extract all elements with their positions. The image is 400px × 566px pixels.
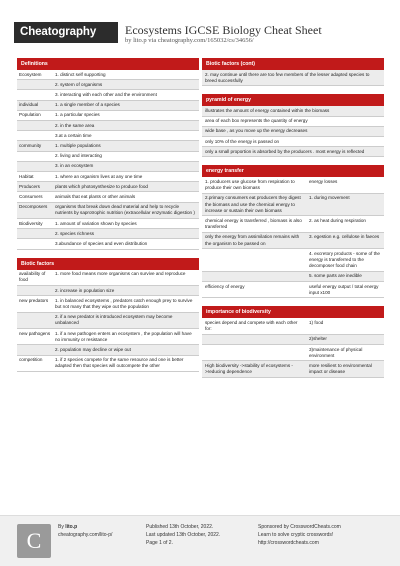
row-left: 2.primary consumers eat producers they digest the biomass and use the chemical energy to increase or sustain their own biomass	[205, 195, 301, 213]
row-left	[202, 249, 306, 271]
pyramid-section	[202, 94, 384, 157]
row-text: animals that eat plants or other animals	[55, 193, 136, 199]
row-term	[17, 131, 53, 140]
right-column	[202, 58, 384, 386]
table-row	[17, 286, 199, 296]
table-row	[17, 229, 199, 239]
row-left	[202, 335, 306, 344]
table-row	[202, 233, 384, 249]
author-avatar: C	[17, 524, 51, 558]
row-text: 3. in an ecosystem	[55, 163, 94, 169]
row-term: Consumers	[19, 193, 43, 199]
table-row	[17, 90, 199, 100]
row-text: 1. in balanced ecosystems , predators catch enough prey to survive but not many that they wipe out the population	[55, 297, 193, 309]
row-term: Biodiversity	[19, 220, 43, 226]
row-term: Ecosystem	[19, 71, 42, 77]
section-heading: pyramid of energy	[202, 94, 384, 106]
publish-info	[146, 523, 220, 547]
table-row	[17, 162, 199, 172]
row-term: Population	[19, 112, 41, 118]
table-row	[202, 272, 384, 282]
page-number: Page 1 of 2.	[146, 540, 173, 546]
row-term	[17, 313, 53, 328]
table-row	[17, 172, 199, 182]
row-right: 1) food	[309, 319, 324, 325]
row-term: new predators	[19, 297, 49, 303]
table-row	[17, 111, 199, 121]
page-subtitle[interactable]: by lito.p via cheatography.com/165032/cs/34656/	[125, 37, 254, 44]
table-row	[202, 335, 384, 345]
row-text: 1. a particular species	[55, 112, 100, 118]
table-row	[17, 192, 199, 202]
section-heading: importance of biodiversity	[202, 306, 384, 318]
table-row	[17, 152, 199, 162]
table-row	[17, 70, 199, 80]
row-text: 2. increase in population size	[55, 287, 115, 293]
row-term	[17, 286, 53, 295]
row-right: energy losses	[309, 178, 338, 184]
row-text: 1. if a new pathogen enters an ecosystem , the population will have no immunity or resistance	[55, 330, 192, 342]
biotic-cont-section	[202, 58, 384, 86]
updated-date: Last updated 13th October, 2022.	[146, 532, 221, 538]
row-term: Decomposers	[19, 204, 48, 210]
row-text: organisms that break down dead material and help to recycle nutrients by saprotrophic nutrition (extracellular enzymatic digestion )	[55, 204, 195, 216]
row-text: 1. if 2 species compete for the same resource and one is better adapted then that species will outcompete the other	[55, 357, 184, 369]
table-row	[17, 131, 199, 141]
list-item: wide base , as you move up the energy decreases	[202, 127, 384, 137]
table-row	[17, 219, 199, 229]
row-right: 3)maintenance of physical environment	[309, 346, 363, 358]
row-text: 3. interacting with each other and the environment	[55, 91, 157, 97]
sponsor-block	[258, 523, 341, 547]
row-left: 1. producers use glucose from respiration to produce their own biomass	[205, 178, 295, 191]
row-term	[17, 162, 53, 171]
table-row	[202, 361, 384, 377]
row-left: only the energy from assimilation remains with the organism to be passed on	[205, 234, 300, 246]
row-right: useful energy output / total energy input x100	[309, 283, 379, 295]
table-row	[202, 282, 384, 298]
row-text: plants which photosynthesize to produce food	[55, 183, 148, 189]
list-item: only 10% of the energy is passed on	[202, 137, 384, 147]
list-item: only a small proportion is absorbed by the producers . most energy is reflected	[202, 147, 384, 157]
sponsor-link[interactable]: http://crosswordcheats.com	[258, 540, 319, 546]
row-term: new pathogens	[19, 330, 51, 336]
author-name[interactable]: lito.p	[65, 524, 78, 530]
row-text: 2. population may decline or wipe out	[55, 346, 131, 352]
row-right: 2)shelter	[309, 336, 327, 342]
author-link[interactable]: cheatography.com/lito-p/	[58, 532, 113, 538]
section-text: 2. may continue until there are too few members of the lesser adapted species to breed successfully	[202, 70, 384, 86]
row-text: 3.abundance of species and even distribution	[55, 240, 148, 246]
row-term: competition	[19, 357, 43, 363]
row-term	[17, 121, 53, 130]
table-row	[17, 182, 199, 192]
row-term	[17, 90, 53, 99]
section-heading: energy transfer	[202, 165, 384, 177]
author-block	[58, 523, 112, 539]
importance-section	[202, 306, 384, 377]
row-term	[17, 345, 53, 354]
row-right: 5. some parts are inedible	[309, 273, 362, 279]
page-footer	[0, 515, 400, 566]
row-term: Habitat	[19, 173, 34, 179]
page-title: Ecosystems IGCSE Biology Cheat Sheet	[125, 23, 322, 37]
table-row	[17, 141, 199, 151]
row-text: 1. distinct self supporting	[55, 71, 106, 77]
page-header	[0, 0, 400, 50]
section-heading: Definitions	[17, 58, 199, 70]
row-left	[202, 272, 306, 281]
table-row	[17, 313, 199, 329]
row-left: High biodiversity ->stability of ecosystems ->reducing dependence	[205, 362, 293, 375]
row-left: efficiency of energy	[205, 283, 245, 289]
row-right: 2. as heat during respiration	[309, 217, 366, 223]
row-text: 2. system of organisms	[55, 81, 103, 87]
row-term	[17, 152, 53, 161]
row-term: community	[19, 142, 42, 148]
biotic-section	[17, 258, 199, 372]
table-row	[17, 345, 199, 355]
table-row	[202, 194, 384, 217]
table-row	[17, 270, 199, 286]
row-term: individual	[19, 102, 39, 108]
table-row	[17, 239, 199, 249]
row-right: more resilient to environmental impact or disease	[309, 362, 372, 375]
table-row	[202, 318, 384, 334]
left-column	[17, 58, 199, 380]
row-text: 1. more food means more organisms can survive and reproduce	[55, 271, 186, 277]
cheatography-logo[interactable]: Cheatography	[14, 22, 118, 43]
table-row	[17, 356, 199, 372]
published-date: Published 13th October, 2022.	[146, 524, 214, 530]
row-text: 2. living and interacting	[55, 153, 102, 159]
row-term: Producers	[19, 183, 40, 189]
table-row	[202, 177, 384, 193]
section-heading: Biotic factors (cont)	[202, 58, 384, 70]
table-row	[202, 249, 384, 272]
row-right: 4. excretory products - some of the energy is transferred to the decomposer food chain	[309, 250, 380, 269]
row-text: 2. if a new predator is introduced ecosystem may become unbalanced	[55, 314, 173, 326]
row-right: 1. during movement	[309, 195, 350, 201]
row-text: 1. where an organism lives at any one time	[55, 173, 143, 179]
row-term	[17, 239, 53, 248]
row-text: 2. species richness	[55, 230, 95, 236]
table-row	[17, 203, 199, 219]
row-text: 1. amount of variation shown by species	[55, 220, 137, 226]
table-row	[17, 296, 199, 312]
table-row	[17, 101, 199, 111]
row-left: chemical energy is transferred , biomass is also transferred	[205, 217, 302, 230]
table-row	[202, 216, 384, 232]
transfer-section	[202, 165, 384, 298]
row-term	[17, 229, 53, 238]
row-term: availability of food	[19, 271, 46, 283]
list-item: area of each box represents the quantity of energy	[202, 117, 384, 127]
section-heading: Biotic factors	[17, 258, 199, 270]
row-left	[202, 345, 306, 360]
row-term	[17, 80, 53, 89]
table-row	[17, 80, 199, 90]
row-text: 1. a single member of a species	[55, 102, 120, 108]
row-left: species depend and compete with each other for:	[205, 319, 298, 332]
row-text: 2. in the same area	[55, 122, 95, 128]
sponsor-text: Learn to solve cryptic crosswords!	[258, 532, 334, 538]
row-text: 3.at a certain time	[55, 132, 92, 138]
table-row	[17, 329, 199, 345]
list-item: illustrates the amount of energy contained within the biomass	[202, 106, 384, 116]
row-right: 3. egestion e.g. cellulose in faeces	[309, 234, 380, 240]
sponsor-line[interactable]: Sponsored by CrosswordCheats.com	[258, 524, 341, 530]
by-label: By	[58, 524, 64, 530]
table-row	[17, 121, 199, 131]
definitions-section	[17, 58, 199, 250]
table-row	[202, 345, 384, 361]
row-text: 1. multiple populations	[55, 142, 101, 148]
